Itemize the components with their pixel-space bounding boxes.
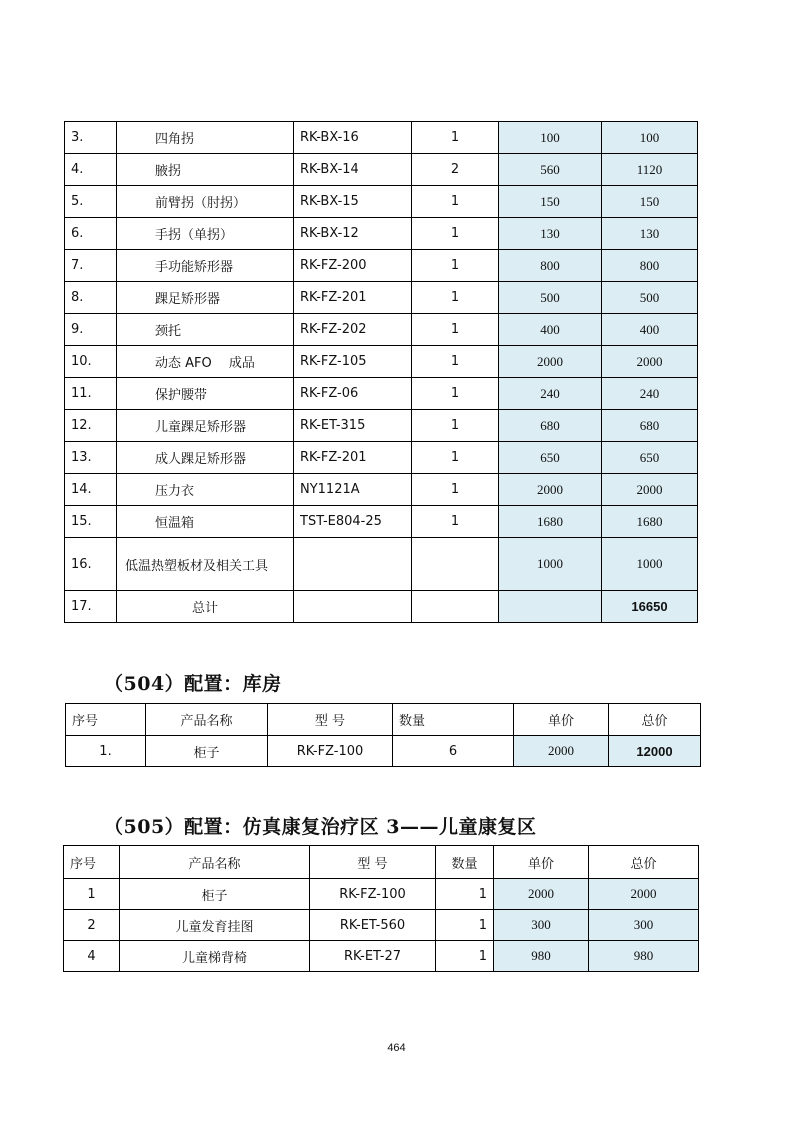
- row-model: RK-BX-15: [294, 186, 412, 218]
- row-qty: 1: [412, 378, 499, 410]
- header-total-price: 总价: [589, 846, 699, 879]
- row-unit-price: 150: [499, 186, 602, 218]
- row-no: 4.: [65, 154, 117, 186]
- row-no: 9.: [65, 314, 117, 346]
- row-product-name: 儿童发育挂图: [120, 910, 310, 941]
- header-unit-price: 单价: [514, 704, 609, 736]
- row-no: 5.: [65, 186, 117, 218]
- row-total-price: 300: [589, 910, 699, 941]
- row-unit-price: [499, 591, 602, 623]
- row-no: 4: [64, 941, 120, 972]
- row-qty: 1: [412, 314, 499, 346]
- row-total-price: 1680: [602, 506, 698, 538]
- children-rehab-table: [63, 845, 699, 972]
- row-model: RK-ET-560: [310, 910, 436, 941]
- row-unit-price: 1680: [499, 506, 602, 538]
- row-product-name: 儿童踝足矫形器: [117, 410, 294, 442]
- table-row: [65, 186, 698, 218]
- row-no: 7.: [65, 250, 117, 282]
- table-row: [65, 506, 698, 538]
- table-row: [65, 314, 698, 346]
- row-total-price: 680: [602, 410, 698, 442]
- row-product-name: 保护腰带: [117, 378, 294, 410]
- table-row: [65, 218, 698, 250]
- table-row: [65, 346, 698, 378]
- table-row-16: [65, 538, 698, 591]
- row-unit-price: 100: [499, 122, 602, 154]
- row-qty: 1: [412, 250, 499, 282]
- header-unit-price: 单价: [494, 846, 589, 879]
- equipment-table-continued: [64, 121, 698, 623]
- table-row: [65, 410, 698, 442]
- row-model: RK-BX-16: [294, 122, 412, 154]
- row-no: 17.: [65, 591, 117, 623]
- row-no: 15.: [65, 506, 117, 538]
- row-product-name: 颈托: [117, 314, 294, 346]
- row-unit-price: 2000: [499, 474, 602, 506]
- row-unit-price: 240: [499, 378, 602, 410]
- page-number: 464: [387, 1042, 406, 1054]
- row-model: RK-FZ-105: [294, 346, 412, 378]
- row-unit-price: 130: [499, 218, 602, 250]
- grand-total-label: 总计: [117, 591, 294, 623]
- row-unit-price: 300: [494, 910, 589, 941]
- row-no: 11.: [65, 378, 117, 410]
- row-no: 1: [64, 879, 120, 910]
- table-header-row: [66, 704, 701, 736]
- row-model: RK-FZ-200: [294, 250, 412, 282]
- row-total-price: 2000: [602, 474, 698, 506]
- table-row: [64, 941, 699, 972]
- header-product-name: 产品名称: [146, 704, 268, 736]
- table-row: [65, 474, 698, 506]
- header-model: 型 号: [310, 846, 436, 879]
- row-no: 14.: [65, 474, 117, 506]
- row-qty: 1: [412, 218, 499, 250]
- row-unit-price: 800: [499, 250, 602, 282]
- row-total-price: 2000: [602, 346, 698, 378]
- header-no: 序号: [64, 846, 120, 879]
- row-total-price: 240: [602, 378, 698, 410]
- row-total-price: 800: [602, 250, 698, 282]
- row-qty: 1: [412, 282, 499, 314]
- row-no: 3.: [65, 122, 117, 154]
- row-product-name: 手拐（单拐）: [117, 218, 294, 250]
- row-product-name: 动态 AFO 成品: [117, 346, 294, 378]
- row-model: RK-FZ-202: [294, 314, 412, 346]
- row-model: NY1121A: [294, 474, 412, 506]
- equipment-table-footer: [65, 538, 698, 623]
- row-qty: 1: [412, 122, 499, 154]
- row-qty: 1: [412, 506, 499, 538]
- row-product-name: 压力衣: [117, 474, 294, 506]
- row-total-price: 1120: [602, 154, 698, 186]
- table-row: [64, 910, 699, 941]
- section-504-heading: （504）配置：库房: [104, 673, 282, 695]
- row-model: RK-FZ-100: [268, 736, 393, 767]
- row-model: RK-FZ-201: [294, 282, 412, 314]
- row-product-name: 柜子: [146, 736, 268, 767]
- row-qty: 2: [412, 154, 499, 186]
- row-total-price: 1000: [602, 538, 698, 591]
- row-total-price: 2000: [589, 879, 699, 910]
- header-qty: 数量: [393, 704, 514, 736]
- row-product-name: 儿童梯背椅: [120, 941, 310, 972]
- row-qty: [412, 538, 499, 591]
- header-product-name: 产品名称: [120, 846, 310, 879]
- row-unit-price: 980: [494, 941, 589, 972]
- row-product-name: 踝足矫形器: [117, 282, 294, 314]
- row-unit-price: 2000: [499, 346, 602, 378]
- row-model: RK-FZ-06: [294, 378, 412, 410]
- row-total-price: 12000: [609, 736, 701, 767]
- row-unit-price: 2000: [514, 736, 609, 767]
- row-total-price: 100: [602, 122, 698, 154]
- row-qty: 1: [412, 442, 499, 474]
- table-row-total: [65, 591, 698, 623]
- row-model: RK-FZ-100: [310, 879, 436, 910]
- row-product-name: 四角拐: [117, 122, 294, 154]
- row-product-name: 手功能矫形器: [117, 250, 294, 282]
- row-product-name: 前臂拐（肘拐）: [117, 186, 294, 218]
- row-no: 6.: [65, 218, 117, 250]
- row-qty: [412, 591, 499, 623]
- row-total-price: 150: [602, 186, 698, 218]
- row-no: 12.: [65, 410, 117, 442]
- row-model: TST-E804-25: [294, 506, 412, 538]
- row-unit-price: 500: [499, 282, 602, 314]
- row-product-name: 低温热塑板材及相关工具: [117, 538, 294, 591]
- row-no: 8.: [65, 282, 117, 314]
- row-model: [294, 591, 412, 623]
- row-qty: 6: [393, 736, 514, 767]
- row-total-price: 980: [589, 941, 699, 972]
- equipment-table-body: [65, 122, 698, 538]
- header-model: 型 号: [268, 704, 393, 736]
- row-qty: 1: [436, 941, 494, 972]
- row-qty: 1: [412, 474, 499, 506]
- row-total-price: 650: [602, 442, 698, 474]
- row-qty: 1: [412, 346, 499, 378]
- table-row: [65, 250, 698, 282]
- row-unit-price: 680: [499, 410, 602, 442]
- row-unit-price: 560: [499, 154, 602, 186]
- row-qty: 1: [436, 910, 494, 941]
- grand-total-value: 16650: [602, 591, 698, 623]
- row-qty: 1: [412, 410, 499, 442]
- table-row: [65, 442, 698, 474]
- row-no: 1.: [66, 736, 146, 767]
- row-no: 16.: [65, 538, 117, 591]
- row-unit-price: 1000: [499, 538, 602, 591]
- row-total-price: 400: [602, 314, 698, 346]
- storage-room-table: [65, 703, 701, 767]
- row-unit-price: 400: [499, 314, 602, 346]
- row-model: RK-ET-27: [310, 941, 436, 972]
- table-row: [65, 154, 698, 186]
- row-model: [294, 538, 412, 591]
- row-product-name: 成人踝足矫形器: [117, 442, 294, 474]
- header-no: 序号: [66, 704, 146, 736]
- row-model: RK-FZ-201: [294, 442, 412, 474]
- row-qty: 1: [412, 186, 499, 218]
- row-no: 13.: [65, 442, 117, 474]
- children-rehab-table-body: [64, 879, 699, 972]
- row-model: RK-BX-14: [294, 154, 412, 186]
- row-qty: 1: [436, 879, 494, 910]
- header-qty: 数量: [436, 846, 494, 879]
- table-header-row: [64, 846, 699, 879]
- header-total-price: 总价: [609, 704, 701, 736]
- row-product-name: 腋拐: [117, 154, 294, 186]
- row-unit-price: 2000: [494, 879, 589, 910]
- row-total-price: 500: [602, 282, 698, 314]
- row-model: RK-BX-12: [294, 218, 412, 250]
- table-row: [64, 879, 699, 910]
- row-no: 2: [64, 910, 120, 941]
- table-row: [65, 282, 698, 314]
- table-row: [65, 122, 698, 154]
- table-row: [65, 378, 698, 410]
- table-row: [66, 736, 701, 767]
- row-total-price: 130: [602, 218, 698, 250]
- row-product-name: 恒温箱: [117, 506, 294, 538]
- section-505-heading: （505）配置：仿真康复治疗区 3——儿童康复区: [104, 816, 537, 838]
- row-model: RK-ET-315: [294, 410, 412, 442]
- row-product-name: 柜子: [120, 879, 310, 910]
- row-no: 10.: [65, 346, 117, 378]
- row-unit-price: 650: [499, 442, 602, 474]
